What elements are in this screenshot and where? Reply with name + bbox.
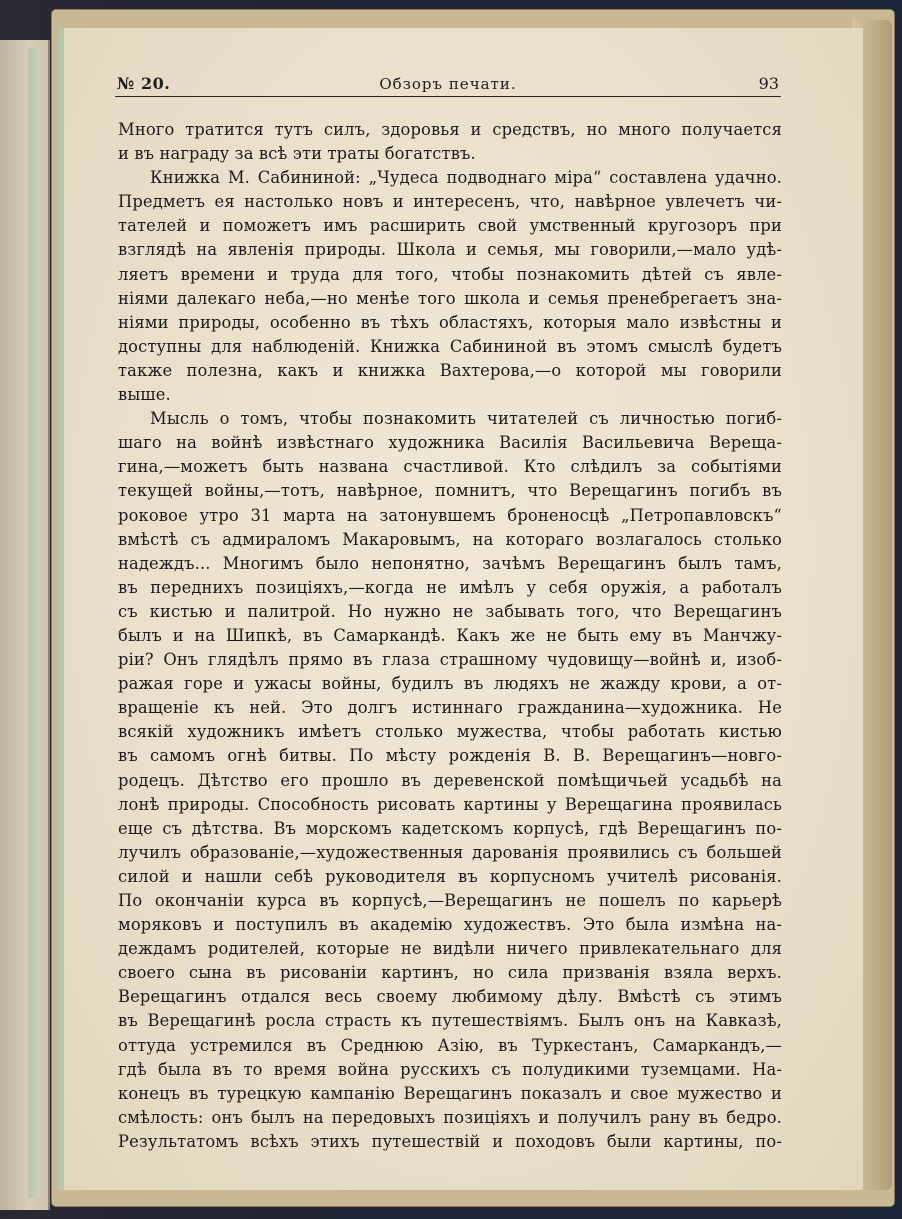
text-line: По окончаніи курса въ корпусѣ,—Верещагинъ не пошелъ по карьерѣ: [118, 891, 782, 910]
text-line: силой и нашли себѣ руководителя въ корпусномъ учителѣ рисованія.: [118, 866, 782, 886]
text-line: ніями далекаго неба,—но менѣе того школа и семья пренебрегаетъ зна-: [118, 288, 782, 308]
text-line: выше.: [118, 385, 171, 405]
text-line: ріи? Онъ глядѣлъ прямо въ глаза страшному чудовищу—войнѣ и, изоб-: [118, 650, 782, 670]
section-title: Обзоръ печати.: [379, 75, 517, 93]
text-line: конецъ въ турецкую кампанію Верещагинъ показалъ и свое мужество и: [118, 1083, 782, 1103]
text-line: былъ и на Шипкѣ, въ Самаркандѣ. Какъ же не быть ему въ Манчжу-: [118, 625, 782, 645]
text-line: ляетъ времени и труда для того, чтобы познакомить дѣтей съ явле-: [118, 264, 782, 284]
page-number: 93: [758, 74, 779, 93]
left-page-binding: [28, 48, 40, 1198]
text-line: текущей войны,—тотъ, навѣрное, помнитъ, что Верещагинъ погибъ въ: [118, 481, 782, 501]
text-line: Предметъ ея настолько новъ и интересенъ, что, навѣрное увлечетъ чи-: [118, 192, 782, 212]
text-line: въ переднихъ позиціяхъ,—когда не имѣлъ у себя оружія, а работалъ: [118, 577, 782, 597]
issue-number: № 20.: [117, 74, 171, 93]
text-line: смѣлость: онъ былъ на передовыхъ позиціяхъ и получилъ рану въ бедро.: [118, 1107, 782, 1127]
text-line: роковое утро 31 марта на затонувшемъ броненосцѣ „Петропавловскъ“: [118, 505, 782, 525]
text-line: съ кистью и палитрой. Но нужно не забывать того, что Верещагинъ: [118, 601, 782, 621]
text-line: также полезна, какъ и книжка Вахтерова,—о которой мы говорили: [118, 360, 782, 380]
text-line: деждамъ родителей, которые не видѣли ничего привлекательнаго для: [118, 939, 782, 959]
text-line: въ самомъ огнѣ битвы. По мѣсту рожденія В. В. Верещагинъ—новго-: [118, 746, 782, 766]
text-line: своего сына въ рисованіи картинъ, но сила призванія взяла верхъ.: [118, 963, 782, 983]
text-line: въ Верещагинѣ росла страсть къ путешествіямъ. Былъ онъ на Кавказѣ,: [118, 1011, 782, 1031]
text-line: моряковъ и поступилъ въ академію художествъ. Это была измѣна на-: [118, 915, 782, 935]
text-line: вмѣстѣ съ адмираломъ Макаровымъ, на котораго возлагалось столько: [118, 529, 782, 549]
text-line: ражая горе и ужасы войны, будилъ въ людяхъ не жажду крови, а от-: [118, 674, 782, 694]
text-line: надеждъ... Многимъ было непонятно, зачѣмъ Верещагинъ былъ тамъ,: [118, 553, 782, 573]
text-line: Книжка М. Сабининой: „Чудеса подводнаго міра“ составлена удачно.: [150, 168, 782, 188]
text-line: родецъ. Дѣтство его прошло въ деревенской помѣщичьей усадьбѣ на: [118, 770, 782, 790]
text-line: лучилъ образованіе,—художественныя дарованія проявились съ большей: [118, 842, 782, 862]
text-line: и въ награду за всѣ эти траты богатствъ.: [118, 144, 476, 164]
text-line: всякій художникъ имѣетъ столько мужества, чтобы работать кистью: [118, 722, 782, 742]
text-line: оттуда устремился въ Среднюю Азію, въ Туркестанъ, Самаркандъ,—: [118, 1035, 782, 1055]
text-line: гина,—можетъ быть названа счастливой. Кто слѣдилъ за событіями: [118, 457, 782, 477]
text-line: тателей и поможетъ имъ расширить свой умственный кругозоръ при: [118, 216, 782, 236]
text-line: Много тратится тутъ силъ, здоровья и средствъ, но много получается: [118, 120, 782, 139]
text-line: взглядѣ на явленія природы. Школа и семья, мы говорили,—мало удѣ-: [118, 240, 782, 260]
text-line: Результатомъ всѣхъ этихъ путешествій и походовъ были картины, по-: [118, 1131, 782, 1151]
text-line: доступны для наблюденій. Книжка Сабининой въ этомъ смыслѣ будетъ: [118, 336, 782, 356]
text-line: вращеніе къ ней. Это долгъ истиннаго гражданина—художника. Не: [118, 698, 782, 718]
left-page-edge: [0, 40, 50, 1210]
text-line: Верещагинъ отдался весь своему любимому дѣлу. Вмѣстѣ съ этимъ: [118, 987, 782, 1007]
text-line: лонѣ природы. Способность рисовать картины у Верещагина проявилась: [118, 794, 782, 814]
text-line: ніями природы, особенно въ тѣхъ областяхъ, которыя мало извѣстны и: [118, 312, 782, 332]
text-line: гдѣ была въ то время война русскихъ съ полудикими туземцами. На-: [118, 1059, 782, 1079]
body-text: [118, 118, 782, 1154]
running-header: [115, 74, 781, 97]
text-line: шаго на войнѣ извѣстнаго художника Василія Васильевича Верещa-: [118, 433, 782, 453]
text-line: еще съ дѣтства. Въ морскомъ кадетскомъ корпусѣ, гдѣ Верещагинъ по-: [118, 818, 782, 838]
text-line: Мысль о томъ, чтобы познакомить читателей съ личностью погиб-: [150, 409, 782, 429]
